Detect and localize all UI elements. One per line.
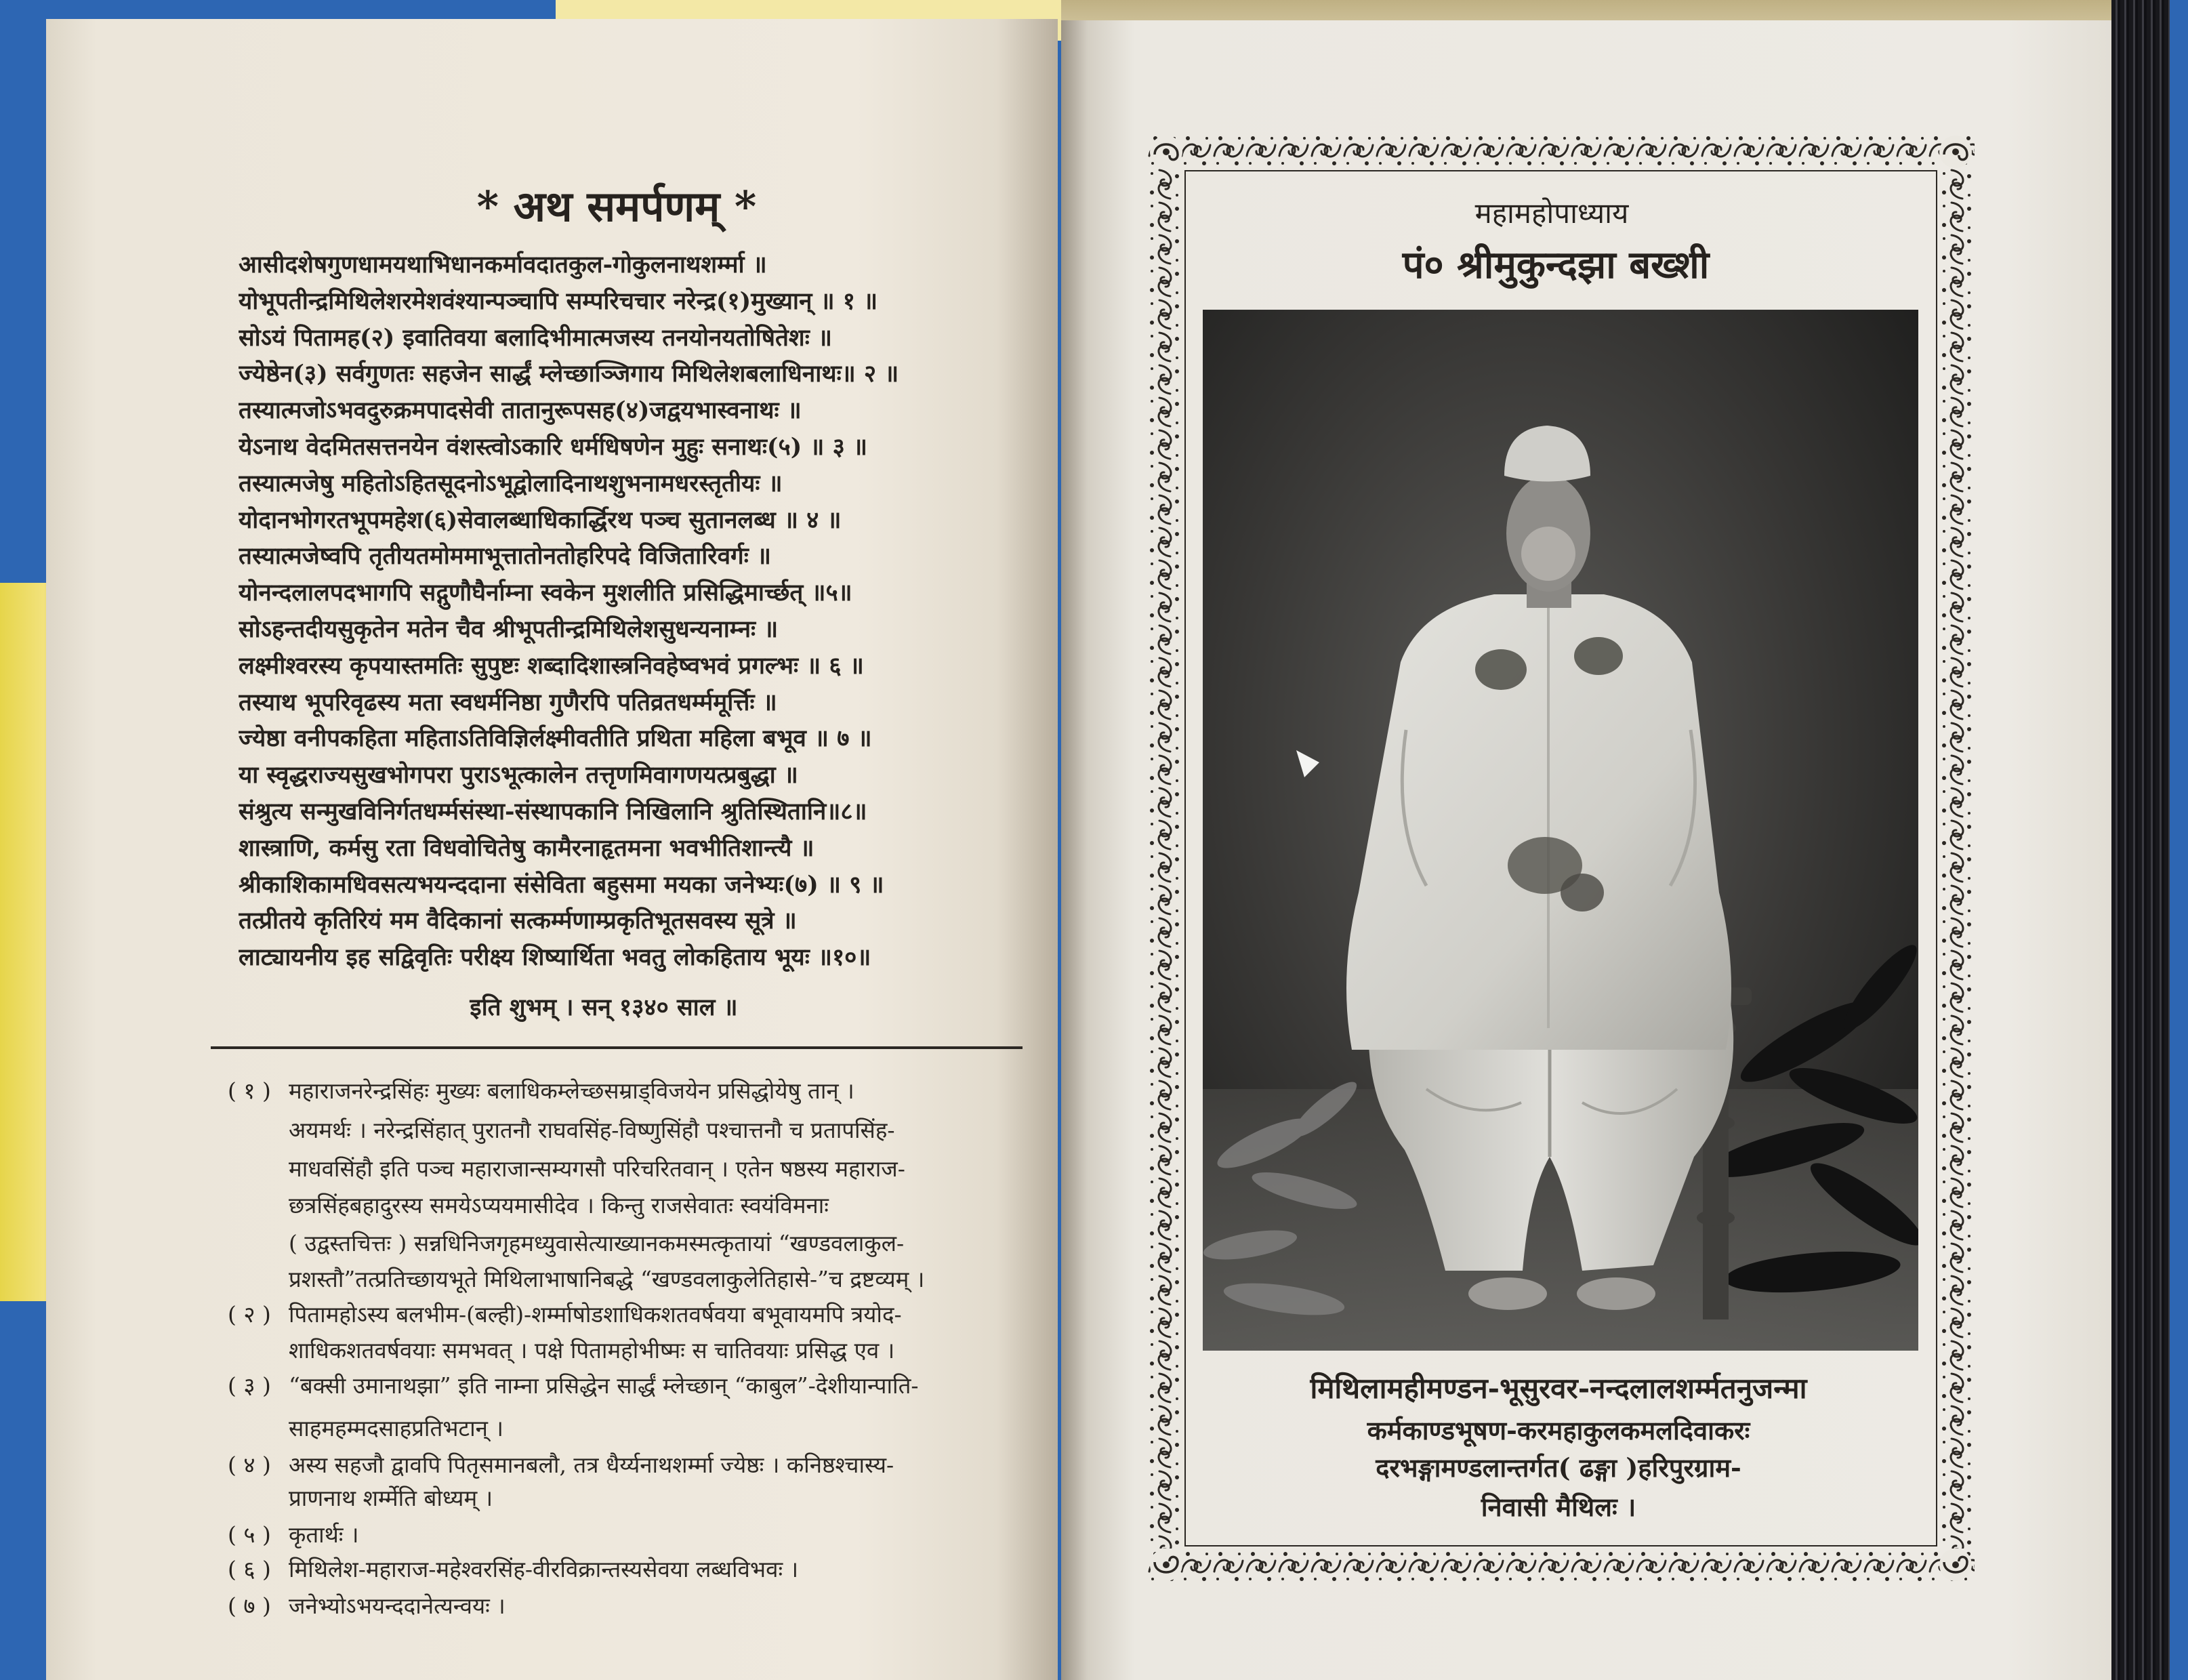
verse-line: लक्ष्मीश्वरस्य कृपयास्तमतिः सुपुष्टः शब्दादिशास्त्रनिवहेष्वभवं प्रगल्भः ॥ ६ ॥ — [239, 651, 864, 680]
dedication-title: * अथ समर्पणम् * — [476, 182, 757, 231]
corner-fleuron — [1150, 136, 1182, 168]
caption-line: निवासी मैथिलः । — [1481, 1492, 1636, 1522]
footnote-text: शाधिकशतवर्षवयाः समभवत् । पक्षे पितामहोभीष्मः स चातिवयाः प्रसिद्ध एव । — [289, 1337, 895, 1364]
verse-line: तस्यात्मजेष्वपि तृतीयतमोममाभूत्तातोनतोहरिपदे विजितारिवर्गः ॥ — [239, 542, 771, 571]
verse-line: योनन्दलालपदभागपि सद्गुणौघैर्नाम्ना स्वकेन मुशलीति प्रसिद्धिमार्च्छत् ॥५॥ — [239, 579, 852, 607]
portrait-photo — [1203, 310, 1918, 1351]
footnote-text: छत्रसिंहबहादुरस्य समयेऽप्ययमासीदेव । किन्तु राजसेवातः स्वयंविमनाः — [289, 1192, 829, 1218]
corner-fleuron — [1939, 136, 1972, 168]
verse-line: येऽनाथ वेदमितसत्तनयेन वंशस्त्वोऽकारि धर्मधिषणेन मुहुः सनाथः(५) ॥ ३ ॥ — [239, 432, 867, 461]
left-page — [46, 19, 1058, 1680]
verse-line: आसीदशेषगुणधामयथाभिधानकर्मावदातकुल-गोकुलनाथशर्म्मा ॥ — [239, 251, 767, 279]
page-stack-edge — [2111, 0, 2170, 1680]
footnote-text: महाराजनरेन्द्रसिंहः मुख्यः बलाधिकम्लेच्छसम्राड्विजयेन प्रसिद्धोयेषु तान् । — [289, 1078, 854, 1104]
frame-top-band — [1147, 133, 1975, 168]
verse-line: योभूपतीन्द्रमिथिलेशरमेशवंश्यान्पञ्चापि सम्परिचचार नरेन्द्र(१)मुख्यान् ॥ १ ॥ — [239, 287, 878, 315]
footnote-text: “बक्सी उमानाथझा” इति नाम्ना प्रसिद्धेन सार्द्धं म्लेच्छान् “काबुल”-देशीयान्पाति- — [289, 1372, 919, 1399]
footnote-text: कृतार्थः । — [289, 1521, 359, 1548]
footnote-marker: ( ७ ) — [228, 1593, 271, 1619]
footnote-marker: ( ३ ) — [228, 1372, 271, 1399]
verse-line: तत्प्रीतये कृतिरियं मम वैदिकानां सत्कर्म्मणाम्प्रकृतिभूतसवस्य सूत्रे ॥ — [239, 907, 797, 935]
corner-fleuron — [1939, 1549, 1972, 1581]
footnote-text: साहमहम्मदसाहप्रतिभटान् । — [289, 1415, 503, 1441]
caption-line: मिथिलामहीमण्डन-भूसुरवर-नन्दलालशर्म्मतनुजन्मा — [1310, 1372, 1807, 1405]
verse-line: योदानभोगरतभूपमहेश(६)सेवालब्धाधिकार्द्धिरथ पञ्च सुतानलब्ध ॥ ४ ॥ — [239, 506, 842, 534]
footnote-text: जनेभ्योऽभयन्ददानेत्यन्वयः । — [289, 1593, 505, 1619]
footnote-marker: ( ४ ) — [228, 1452, 271, 1478]
closing-line: इति शुभम् । सन् १३४० साल ॥ — [470, 993, 738, 1021]
verse-line: संश्रुत्य सन्मुखविनिर्गतधर्म्मसंस्था-संस्थापकानि निखिलानि श्रुतिस्थितानि॥८॥ — [239, 797, 867, 825]
verse-line: श्रीकाशिकामधिवसत्यभयन्ददाना संसेविता बहुसमा मयका जनेभ्यः(७) ॥ ९ ॥ — [239, 870, 884, 899]
footnote-text: ( उद्वस्तचित्तः ) सन्नधिनिजगृहमध्युवासेत्याख्यानकमस्मत्कृतायां “खण्डवलाकुल- — [289, 1230, 905, 1256]
honorific-title: महामहोपाध्याय — [1474, 197, 1629, 230]
footnote-text: प्राणनाथ शर्म्मेति बोध्यम् । — [289, 1485, 493, 1511]
verse-line: तस्यात्मजोऽभवदुरुक्रमपादसेवी तातानुरूपसह(४)जद्वयभास्वनाथः ॥ — [239, 396, 802, 425]
verse-block — [239, 247, 1035, 976]
frame-right-band — [1939, 168, 1975, 1549]
verse-line: तस्यात्मजेषु महितोऽहितसूदनोऽभूद्वोलादिनाथशुभनामधरस्तृतीयः ॥ — [239, 469, 783, 497]
verse-line: सोऽहन्तदीयसुकृतेन मतेन चैव श्रीभूपतीन्द्रमिथिलेशसुधन्यनाम्नः ॥ — [239, 615, 779, 643]
footnote-marker: ( २ ) — [228, 1301, 271, 1328]
verse-line: लाट्यायनीय इह सद्विवृतिः परीक्ष्य शिष्यार्थिता भवतु लोकहिताय भूयः ॥१०॥ — [239, 943, 871, 972]
footnote-divider — [211, 1046, 1023, 1049]
verse-line: ज्येष्ठेन(३) सर्वगुणतः सहजेन सार्द्धं म्लेच्छाञ्जिगाय मिथिलेशबलाधिनाथः॥ २ ॥ — [239, 360, 899, 388]
verse-line: ज्येष्ठा वनीपकहिता महिताऽतिविज्ञिर्लक्ष्मीवतीति प्रथिता महिला बभूव ॥ ७ ॥ — [239, 724, 872, 753]
author-name: पं० श्रीमुकुन्दझा बख्शी — [1402, 243, 1710, 287]
footnote-text: प्रशस्तौ”तत्प्रतिच्छायभूते मिथिलाभाषानिबद्धे “खण्डवलाकुलेतिहासे-”च द्रष्टव्यम् । — [289, 1266, 925, 1292]
verse-line: तस्याथ भूपरिवृढस्य मता स्वधर्मनिष्ठा गुणैरपि पतिव्रतधर्म्ममूर्त्तिः ॥ — [239, 688, 777, 716]
footnote-marker: ( १ ) — [228, 1078, 271, 1104]
caption-line: कर्मकाण्डभूषण-करमहाकुलकमलदिवाकरः — [1367, 1415, 1750, 1446]
footnote-text: माधवसिंहौ इति पञ्च महाराजान्सम्यगसौ परिचरितवान् । एतेन षष्ठस्य महाराज- — [289, 1155, 905, 1182]
footnote-text: अयमर्थः । नरेन्द्रसिंहात् पुरातनौ राघवसिंह-विष्णुसिंहौ पश्चात्तनौ च प्रतापसिंह- — [289, 1117, 895, 1143]
footnote-text: अस्य सहजौ द्वावपि पितृसमानबलौ, तत्र धैर्य्यनाथशर्म्मा ज्येष्ठः । कनिष्ठश्चास्य- — [289, 1452, 894, 1478]
corner-fleuron — [1150, 1549, 1182, 1581]
footnote-marker: ( ६ ) — [228, 1556, 271, 1582]
right-page — [1061, 20, 2111, 1680]
footnote-marker: ( ५ ) — [228, 1521, 271, 1548]
verse-line: सोऽयं पितामह(२) इवातिवया बलादिभीमात्मजस्य तनयोनयतोषितेशः ॥ — [239, 323, 832, 352]
verse-line: या स्वृद्धराज्यसुखभोगपरा पुराऽभूत्कालेन तत्तृणमिवागणयत्प्रबुद्धा ॥ — [239, 761, 798, 790]
footnote-text: पितामहोऽस्य बलभीम-(बल्ही)-शर्म्माषोडशाधिकशतवर्षवया बभूवायमपि त्रयोद- — [289, 1301, 902, 1328]
caption-line: दरभङ्गामण्डलान्तर्गत( ढङ्गा )हरिपुरग्राम- — [1376, 1452, 1741, 1483]
frame-left-band — [1147, 168, 1182, 1549]
frame-bottom-band — [1147, 1549, 1975, 1584]
footnote-text: मिथिलेश-महाराज-महेश्वरसिंह-वीरविक्रान्तस्यसेवया लब्धविभवः । — [289, 1556, 799, 1582]
verse-line: शास्त्राणि, कर्मसु रता विधवोचितेषु कामैरनाहृतमना भवभीतिशान्त्यै ॥ — [239, 834, 814, 862]
